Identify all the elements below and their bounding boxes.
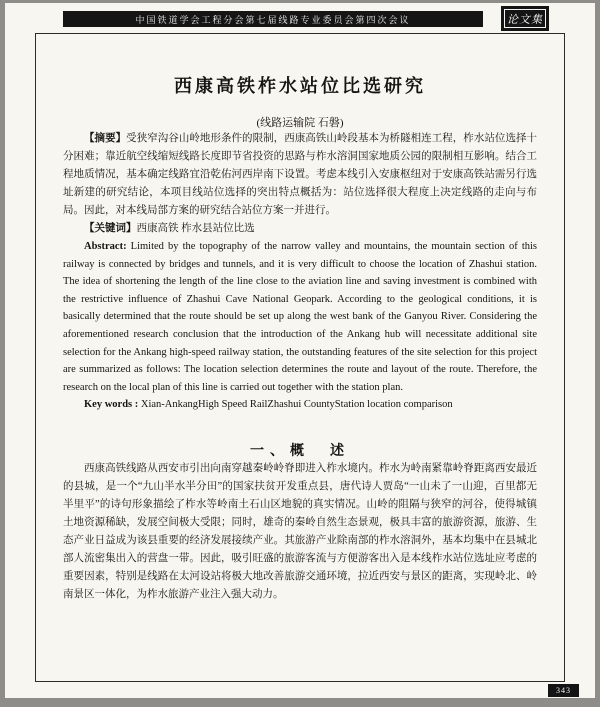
paper-title: 西康高铁柞水站位比选研究 — [174, 76, 426, 96]
abstract-en-label: Abstract: — [84, 241, 127, 252]
abstract-en — [63, 238, 537, 396]
conference-header-bar — [63, 11, 483, 27]
abstract-cn-text: 受狭窄沟谷山岭地形条件的限制，西康高铁山岭段基本为桥隧相连工程，柞水站位选择十分困难；靠近航空线缩短线路长度即节省投资的思路与柞水溶洞国家地质公园的限制相互影响。结合工程地质情况，基本确定线路宜沿乾佑河西岸南下设置。考虑本线引入安康枢纽对于安康高铁站需另行选址新建的研究结论，本项目线站位选择的突出特点概括为：站位选择很大程度上决定线路的走向与布局。因此，对本线局部方案的研究结合站位方案一并进行。 — [63, 133, 538, 216]
keywords-en-label: Key words : — [84, 399, 139, 411]
keywords-en-text: Xian-AnkangHigh Speed RailZhashui CountyStation location comparison — [138, 399, 453, 411]
section-1-body: 西康高铁线路从西安市引出向南穿越秦岭岭脊即进入柞水境内。柞水为岭南紧靠岭脊距离西安最近的县城，是一个“九山半水半分田”的国家扶贫开发重点县，唐代诗人贾岛“一山未了一山迎，百里都无半里平”的诗句形象描绘了柞水等岭南土石山区地貌的真实情况。山岭的阻隔与狭窄的河谷，使得城镇土地资源稀缺，发展空间极大受限；同时，雄奇的秦岭自然生态景观，极具丰富的旅游资源，旅游、生态产业日益成为该县重要的经济发展接续产业。其旅游产业除南部的柞水溶洞外，基本均集中在县城北部人流密集出入的营盘一带。因此，吸引旺盛的旅游客流与方便游客出入是本线柞水站位选址应考虑的重要因素，特别是线路在太河设站将极大地改善旅游交通环境，拉近西安与景区的距离，实现岭北、岭南景区一体化，为柞水旅游产业注入强大动力。 — [63, 462, 537, 600]
keywords-cn-label: 【关键词】 — [84, 223, 137, 234]
abstract-cn — [63, 130, 537, 220]
page-number-badge: 343 — [548, 684, 579, 697]
keywords-en — [63, 396, 537, 414]
abstract-cn-label: 【摘要】 — [84, 133, 127, 144]
keywords-cn-text: 西康高铁 柞水县站位比选 — [136, 223, 255, 234]
byline: (线路运输院 石磐) — [256, 117, 344, 129]
keywords-cn — [63, 220, 537, 238]
conference-title: 中国铁道学会工程分会第七届线路专业委员会第四次会议 — [135, 14, 411, 25]
proceedings-badge — [501, 6, 549, 31]
abstract-en-text: Limited by the topography of the narrow valley and mountains, the mountain section of this railway is connected by bridges and tunnels, and it is very difficult to choose the location of Zhashui station. The idea of shortening the length of the line close to the aviation line and saving investment is combined with the restrictive influence of Zhashui Cave National Geopark. According to the geological conditions, it is basically determined that the route should be set up along the west bank of the Ganyou River. Considering the aforementioned research conclusion that the introduction of the Ankang hub will necessitate additional site selection for the Ankang high-speed railway station, the outstanding features of the site selection for this project are summarized as follows: The location selection determines the route and layout of the route. Therefore, the research on the local plan of this line is carried out together with the station plan. — [63, 241, 537, 393]
paper-page — [5, 3, 595, 698]
content-frame — [35, 33, 565, 682]
proceedings-badge-label: 论文集 — [507, 13, 543, 26]
section-1-heading: 一、概 述 — [250, 443, 350, 459]
